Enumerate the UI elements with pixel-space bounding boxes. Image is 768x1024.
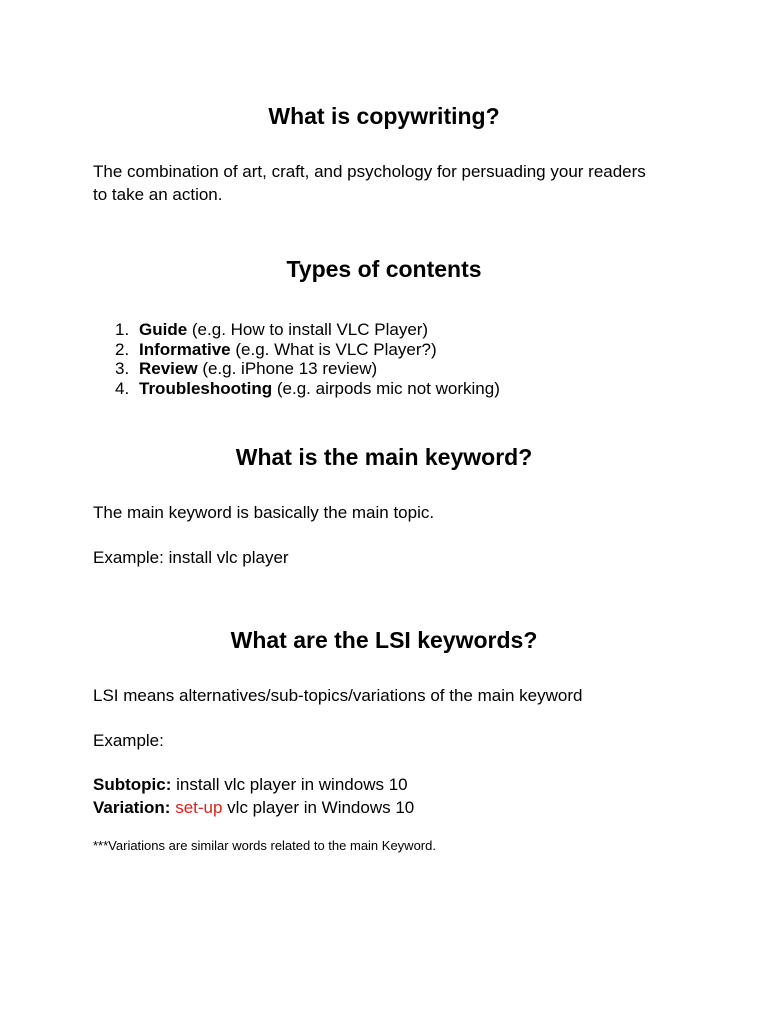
copywriting-definition: The combination of art, craft, and psychology for persuading your readers to take an action. [93,162,646,204]
main-keyword-definition: The main keyword is basically the main topic. [93,503,435,522]
heading-lsi-keywords: What are the LSI keywords? [230,627,538,653]
variation-label: Variation: [93,798,171,817]
subtopic-label: Subtopic: [93,775,172,794]
lsi-definition: LSI means alternatives/sub-topics/variations of the main keyword [93,686,583,705]
list-item-term: Guide [139,320,188,339]
list-item [93,340,500,360]
list-item-detail: (e.g. How to install VLC Player) [187,320,429,339]
list-item-detail: (e.g. What is VLC Player?) [230,339,437,359]
list-item [93,359,500,379]
list-item-term: Review [139,359,198,378]
variation-text: vlc player in Windows 10 [222,798,415,817]
list-item-detail: (e.g. iPhone 13 review) [197,359,378,378]
list-item-term: Troubleshooting [139,378,273,398]
lsi-variation-line [93,796,653,819]
main-keyword-example: Example: install vlc player [93,548,289,567]
list-item [93,320,500,340]
variation-highlight: set-up [175,798,223,817]
list-item-number: 1. [115,320,130,339]
lsi-subtopic-line [93,773,653,796]
lsi-example-label: Example: [93,731,164,750]
variations-footnote: ***Variations are similar words related to the main Keyword. [93,838,436,853]
list-item-detail: (e.g. airpods mic not working) [272,378,500,398]
list-item-number: 2. [115,339,130,359]
heading-types-of-contents: Types of contents [286,256,482,282]
list-item-term: Informative [139,339,231,359]
list-item [93,379,500,399]
heading-main-keyword: What is the main keyword? [235,444,533,470]
list-item-number: 3. [115,359,130,378]
subtopic-text: install vlc player in windows 10 [171,775,408,794]
content-types-list [93,320,500,398]
heading-what-is-copywriting: What is copywriting? [268,103,500,129]
list-item-number: 4. [115,378,130,398]
